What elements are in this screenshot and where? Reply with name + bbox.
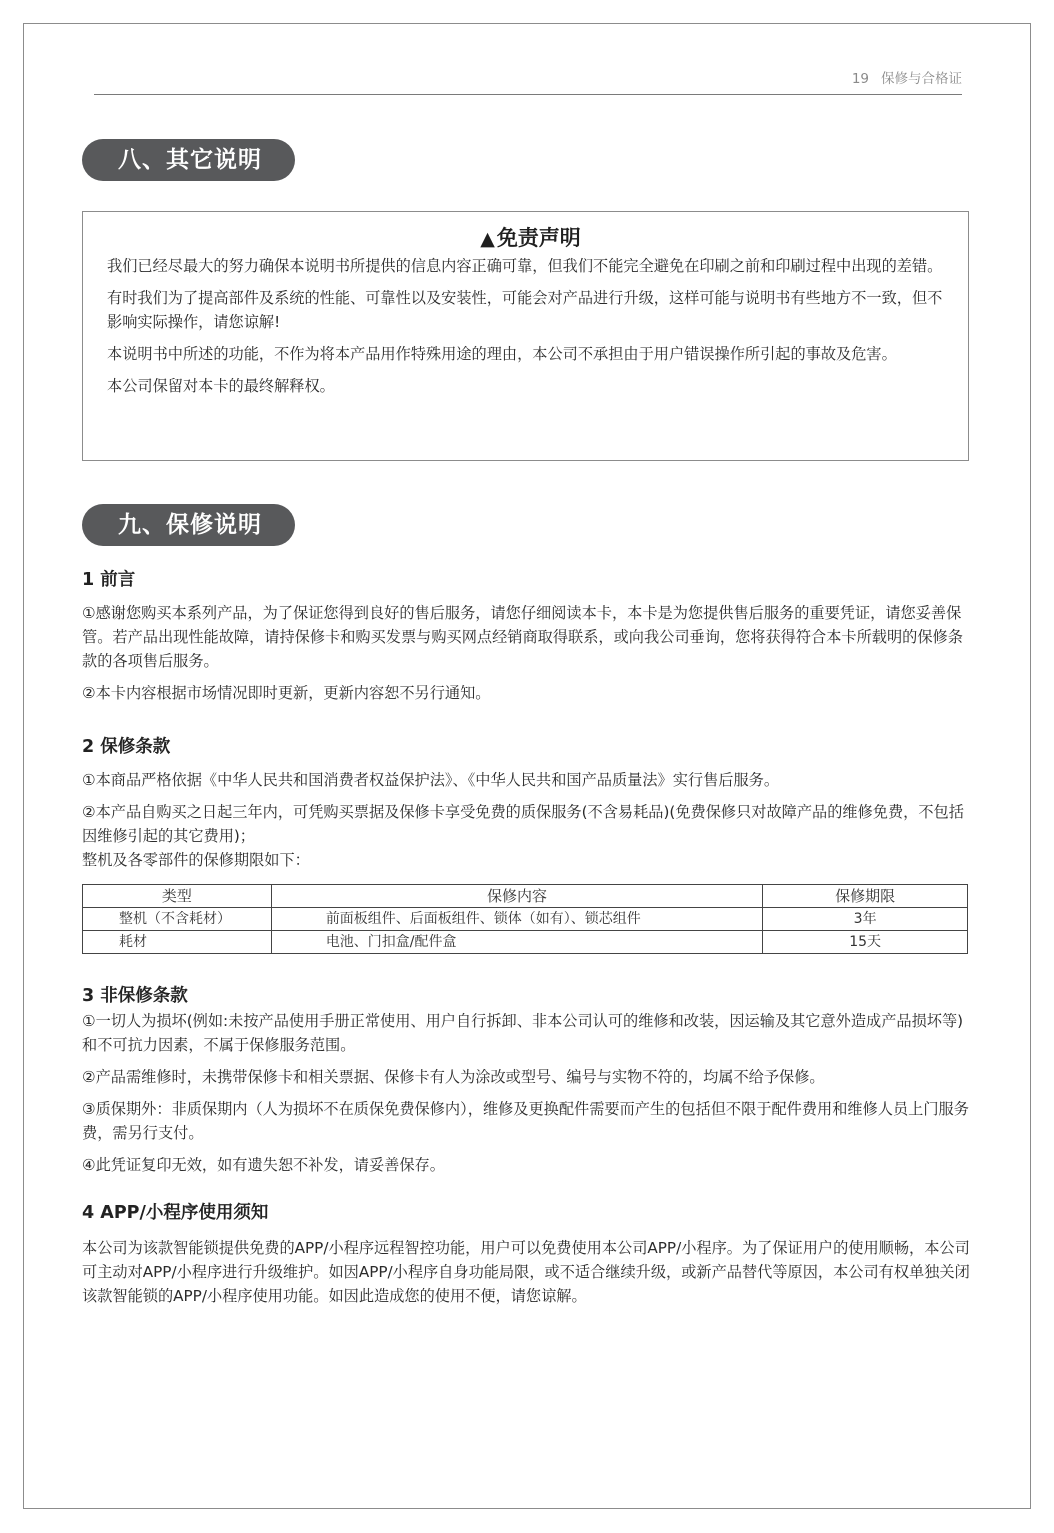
page-number: 19: [851, 71, 869, 87]
paragraph: ①本商品严格依据《中华人民共和国消费者权益保护法》、《中华人民共和国产品质量法》实行售后服务。: [82, 771, 780, 789]
table-row: [83, 931, 968, 954]
subsection-app-notice: [82, 1200, 970, 1308]
table-cell: 电池、门扣盒/配件盒: [271, 931, 762, 954]
warning-triangle-icon: ▲: [480, 228, 495, 250]
paragraph: ③质保期外：非质保期内（人为损坏不在质保免费保修内），维修及更换配件需要而产生的包括但不限于配件费用和维修人员上门服务费，需另行支付。: [82, 1100, 969, 1142]
paragraph: ②产品需维修时，未携带保修卡和相关票据、保修卡有人为涂改或型号、编号与实物不符的，均属不给予保修。: [82, 1068, 825, 1086]
paragraph: ②本产品自购买之日起三年内，可凭购买票据及保修卡享受免费的质保服务(不含易耗品)(免费保修只对故障产品的维修免费，不包括因维修引起的其它费用)；: [82, 803, 964, 845]
table-cell: 耗材: [83, 931, 272, 954]
column-header: 类型: [83, 885, 272, 908]
section-9-heading: 九、保修说明: [82, 504, 295, 546]
table-cell: 15天: [763, 931, 968, 954]
disclaimer-paragraph: 我们已经尽最大的努力确保本说明书所提供的信息内容正确可靠，但我们不能完全避免在印刷之前和印刷过程中出现的差错。: [107, 257, 943, 275]
column-header: 保修期限: [763, 885, 968, 908]
paragraph: ②本卡内容根据市场情况即时更新，更新内容恕不另行通知。: [82, 684, 491, 702]
paragraph: ①一切人为损坏(例如:未按产品使用手册正常使用、用户自行拆卸、非本公司认可的维修和改装，因运输及其它意外造成产品损坏等)和不可抗力因素，不属于保修服务范围。: [82, 1012, 964, 1054]
paragraph: ①感谢您购买本系列产品，为了保证您得到良好的售后服务，请您仔细阅读本卡，本卡是为您提供售后服务的重要凭证，请您妥善保管。若产品出现性能故障，请持保修卡和购买发票与购买网点经销商取得联系，或向我公司垂询，您将获得符合本卡所载明的保修条款的各项售后服务。: [82, 604, 963, 670]
subsection-title: 2 保修条款: [82, 737, 171, 757]
subsection-title: 4 APP/小程序使用须知: [82, 1203, 269, 1223]
table-row: [83, 908, 968, 931]
disclaimer-paragraph: 本公司保留对本卡的最终解释权。: [107, 377, 335, 395]
disclaimer-title: 免责声明: [496, 226, 581, 250]
column-header: 保修内容: [271, 885, 762, 908]
disclaimer-title-row: [107, 222, 954, 254]
subsection-title: 1 前言: [82, 570, 136, 590]
section-8-heading: 八、其它说明: [82, 139, 295, 181]
paragraph: ④此凭证复印无效，如有遗失恕不补发，请妥善保存。: [82, 1156, 445, 1174]
subsection-preface: [82, 567, 970, 705]
subsection-warranty-terms: [82, 734, 970, 872]
table-cell: 整机（不含耗材）: [83, 908, 272, 931]
table-header-row: [83, 885, 968, 908]
page-header: [94, 68, 962, 95]
table-cell: 3年: [763, 908, 968, 931]
subsection-non-warranty: [82, 983, 970, 1177]
subsection-title: 3 非保修条款: [82, 986, 188, 1006]
paragraph: 整机及各零部件的保修期限如下：: [82, 851, 310, 869]
paragraph: 本公司为该款智能锁提供免费的APP/小程序远程智控功能，用户可以免费使用本公司APP/小程序。为了保证用户的使用顺畅，本公司可主动对APP/小程序进行升级维护。如因APP/小程序自身功能局限，或不适合继续升级，或新产品替代等原因，本公司有权单独关闭该款智能锁的APP/小程序使用功能。如因此造成您的使用不便，请您谅解。: [82, 1239, 970, 1305]
disclaimer-box: [82, 211, 969, 461]
header-title: 保修与合格证: [881, 71, 962, 87]
table-cell: 前面板组件、后面板组件、锁体（如有）、锁芯组件: [271, 908, 762, 931]
disclaimer-paragraph: 有时我们为了提高部件及系统的性能、可靠性以及安装性，可能会对产品进行升级，这样可能与说明书有些地方不一致，但不影响实际操作，请您谅解!: [107, 289, 943, 331]
warranty-table: [82, 884, 968, 954]
disclaimer-paragraph: 本说明书中所述的功能，不作为将本产品用作特殊用途的理由，本公司不承担由于用户错误操作所引起的事故及危害。: [107, 345, 897, 363]
